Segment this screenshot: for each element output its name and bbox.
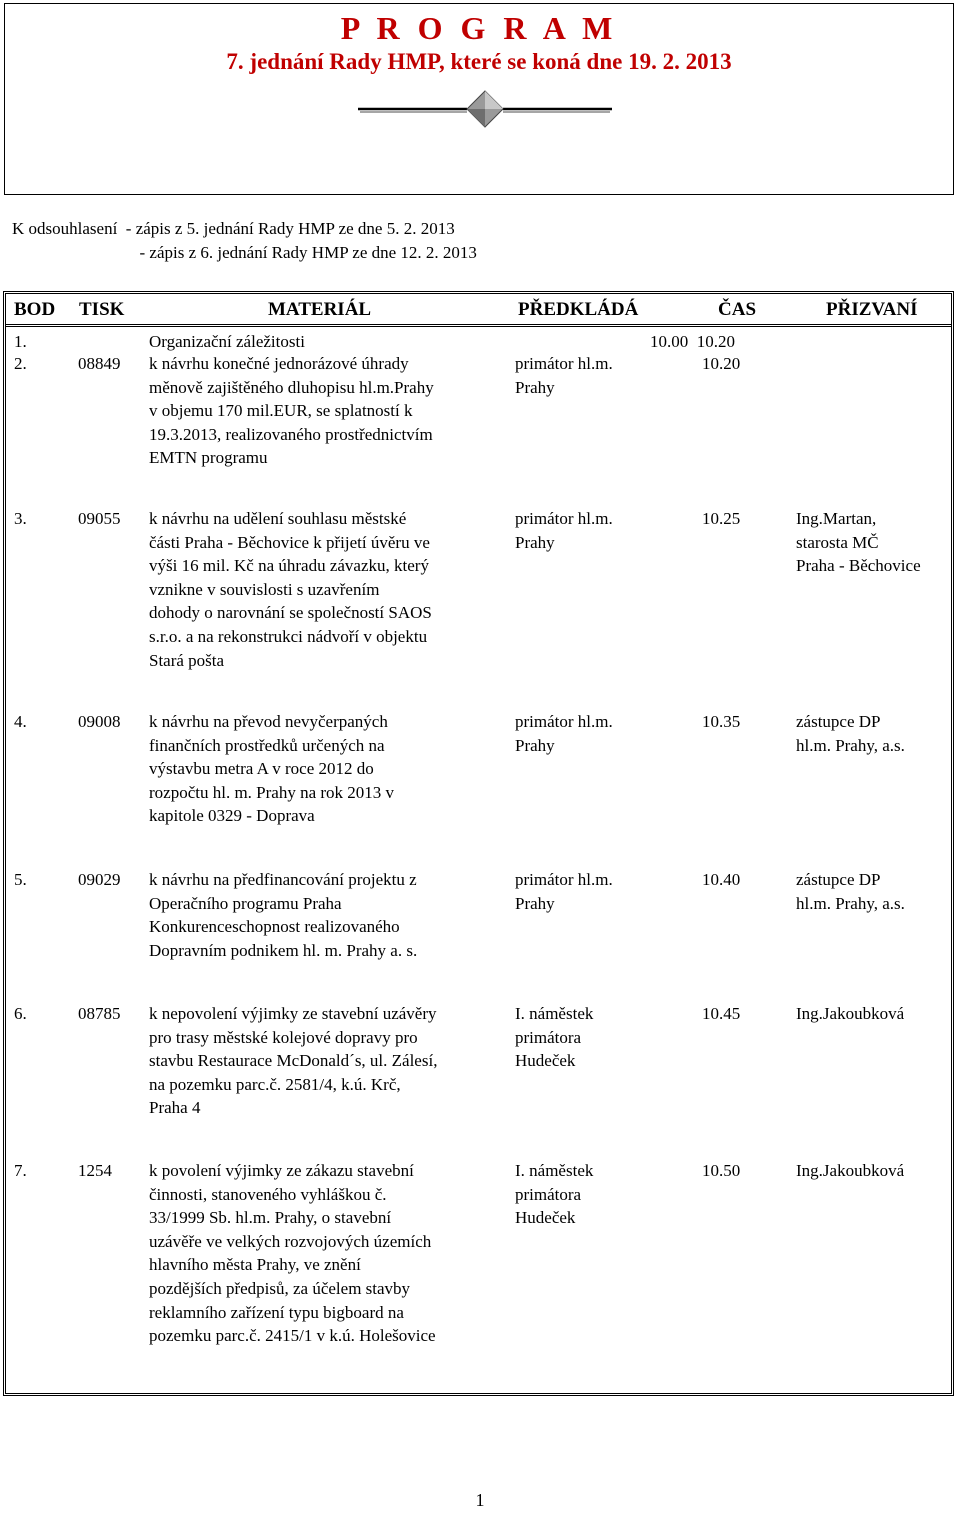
cell-material-line: kapitole 0329 - Doprava (149, 806, 315, 826)
cell-material-line: pozemku parc.č. 2415/1 v k.ú. Holešovice (149, 1326, 436, 1346)
cell-predklada (515, 507, 665, 554)
cell-material (149, 868, 504, 962)
header-material: MATERIÁL (268, 299, 372, 320)
header-bod: BOD (14, 299, 56, 320)
cell-cas: 10.40 (702, 870, 741, 889)
cell-bod: 3. (14, 509, 27, 528)
cell-predklada-line: I. náměstek (515, 1004, 594, 1023)
cell-material-line: k nepovolení výjimky ze stavební uzávěry (149, 1004, 437, 1023)
cell-material (149, 710, 504, 828)
cell-material-line: reklamního zařízení typu bigboard na (149, 1302, 404, 1322)
cell-cas: 10.50 (702, 1161, 741, 1180)
cell-material-line: dohody o narovnání se společností SAOS (149, 603, 432, 623)
cell-prizvani (796, 710, 956, 757)
cell-cas: 10.35 (702, 712, 741, 731)
cell-material-line: Organizační záležitosti (149, 332, 305, 351)
cell-predklada (515, 352, 665, 399)
cell-prizvani-line: Praha - Běchovice (796, 556, 921, 576)
cell-material-line: výstavbu metra A v roce 2012 do (149, 759, 374, 779)
cell-predklada-line: primátora (515, 1184, 582, 1204)
cell-material-line: hlavního města Prahy, ve znění (149, 1255, 361, 1275)
cell-material (149, 507, 504, 672)
table-header-row (6, 294, 951, 327)
diamond-ornament-icon (352, 88, 618, 130)
cell-predklada-line: primátor hl.m. (515, 509, 613, 528)
approval-line-1: K odsouhlasení - zápis z 5. jednání Rady HMP ze dne 5. 2. 2013 (12, 219, 455, 238)
cell-predklada-line: Prahy (515, 377, 555, 397)
cell-material-line: Konkurenceschopnost realizovaného (149, 917, 400, 937)
cell-bod: 5. (14, 870, 27, 889)
cell-material-line: s.r.o. a na rekonstrukci nádvoří v objektu (149, 626, 428, 646)
cell-prizvani (796, 1159, 956, 1183)
program-subtitle: 7. jednání Rady HMP, které se koná dne 19. 2. 2013 (226, 49, 732, 74)
cell-material-line: k návrhu na převod nevyčerpaných (149, 712, 388, 731)
cell-material-line: 19.3.2013, realizovaného prostřednictvím (149, 424, 433, 444)
cell-prizvani-line: zástupce DP (796, 870, 881, 889)
cell-material-line: stavbu Restaurace McDonald´s, ul. Zálesí, (149, 1051, 438, 1071)
cell-material-line: k návrhu na předfinancování projektu z (149, 870, 417, 889)
cell-cas: 10.45 (702, 1004, 741, 1023)
cell-prizvani-line: hl.m. Prahy, a.s. (796, 893, 905, 913)
cell-cas: 10.20 (702, 354, 741, 373)
cell-material-line: pro trasy městské kolejové dopravy pro (149, 1027, 418, 1047)
cell-bod: 7. (14, 1161, 27, 1180)
approval-section (12, 217, 477, 265)
cell-material-line: výši 16 mil. Kč na úhradu závazku, který (149, 556, 429, 576)
cell-predklada (515, 1002, 665, 1073)
cell-predklada-line: primátora (515, 1027, 582, 1047)
cell-tisk: 09008 (78, 712, 121, 731)
approval-line-2: - zápis z 6. jednání Rady HMP ze dne 12. 2. 2013 (12, 243, 477, 262)
cell-material-line: na pozemku parc.č. 2581/4, k.ú. Krč, (149, 1074, 401, 1094)
cell-material-line: rozpočtu hl. m. Prahy na rok 2013 v (149, 782, 395, 802)
cell-bod: 4. (14, 712, 27, 731)
cell-material-line: měnově zajištěného dluhopisu hl.m.Prahy (149, 377, 434, 397)
cell-material-line: finančních prostředků určených na (149, 735, 385, 755)
cell-prizvani-line: Ing.Jakoubková (796, 1161, 905, 1180)
cell-cas: 10.25 (702, 509, 741, 528)
cell-predklada-line: I. náměstek (515, 1161, 594, 1180)
cell-prizvani-line: hl.m. Prahy, a.s. (796, 735, 905, 755)
cell-material-line: Operačního programu Praha (149, 893, 342, 913)
cell-prizvani-line: starosta MČ (796, 532, 879, 552)
cell-material-line: pozdějších předpisů, za účelem stavby (149, 1278, 411, 1298)
cell-bod: 1. (14, 332, 27, 351)
program-title: P R O G R A M (340, 10, 618, 46)
cell-predklada-line: Prahy (515, 735, 555, 755)
header-tisk: TISK (79, 299, 125, 320)
cell-material (149, 1002, 504, 1120)
cell-material (149, 1159, 504, 1348)
cell-material-line: 33/1999 Sb. hl.m. Prahy, o stavební (149, 1208, 392, 1228)
cell-predklada (515, 710, 665, 757)
cell-material-line: vznikne v souvislosti s uzavřením (149, 579, 380, 599)
cell-predklada (515, 868, 665, 915)
cell-tisk: 08785 (78, 1004, 121, 1023)
header-predklada: PŘEDKLÁDÁ (518, 299, 639, 320)
cell-material (149, 330, 504, 354)
cell-predklada-line: Hudeček (515, 1208, 576, 1228)
cell-material-line: části Praha - Běchovice k přijetí úvěru ve (149, 532, 430, 552)
cell-predklada-line: primátor hl.m. (515, 712, 613, 731)
cell-material-line: v objemu 170 mil.EUR, se splatností k (149, 401, 413, 421)
cell-predklada-line: Prahy (515, 893, 555, 913)
program-header-box (4, 3, 954, 195)
cell-tisk: 09055 (78, 509, 121, 528)
cell-material-line: Stará pošta (149, 650, 225, 670)
cell-tisk: 09029 (78, 870, 121, 889)
program-table (3, 291, 954, 1396)
cell-material-line: činnosti, stanoveného vyhláškou č. (149, 1184, 387, 1204)
cell-prizvani-line: zástupce DP (796, 712, 881, 731)
cell-predklada-line: Prahy (515, 532, 555, 552)
cell-predklada-line: primátor hl.m. (515, 354, 613, 373)
cell-cas: 10.00 10.20 (650, 332, 735, 351)
cell-material (149, 352, 504, 470)
header-cas: ČAS (718, 299, 757, 320)
cell-material-line: k návrhu konečné jednorázové úhrady (149, 354, 409, 373)
header-prizvani: PŘIZVANÍ (826, 299, 918, 320)
cell-tisk: 1254 (78, 1161, 112, 1180)
cell-tisk: 08849 (78, 354, 121, 373)
page-number: 1 (475, 1490, 485, 1510)
cell-predklada-line: primátor hl.m. (515, 870, 613, 889)
cell-prizvani (796, 868, 956, 915)
cell-predklada-line: Hudeček (515, 1051, 576, 1071)
cell-material-line: Dopravním podnikem hl. m. Prahy a. s. (149, 940, 418, 960)
cell-prizvani (796, 1002, 956, 1026)
cell-material-line: EMTN programu (149, 448, 268, 468)
cell-prizvani (796, 507, 956, 578)
cell-bod: 6. (14, 1004, 27, 1023)
cell-prizvani-line: Ing.Martan, (796, 509, 877, 528)
cell-material-line: Praha 4 (149, 1098, 201, 1118)
cell-material-line: uzávěře ve velkých rozvojových územích (149, 1231, 432, 1251)
cell-bod: 2. (14, 354, 27, 373)
cell-material-line: k návrhu na udělení souhlasu městské (149, 509, 407, 528)
cell-predklada (515, 1159, 665, 1230)
cell-prizvani-line: Ing.Jakoubková (796, 1004, 905, 1023)
cell-material-line: k povolení výjimky ze zákazu stavební (149, 1161, 414, 1180)
